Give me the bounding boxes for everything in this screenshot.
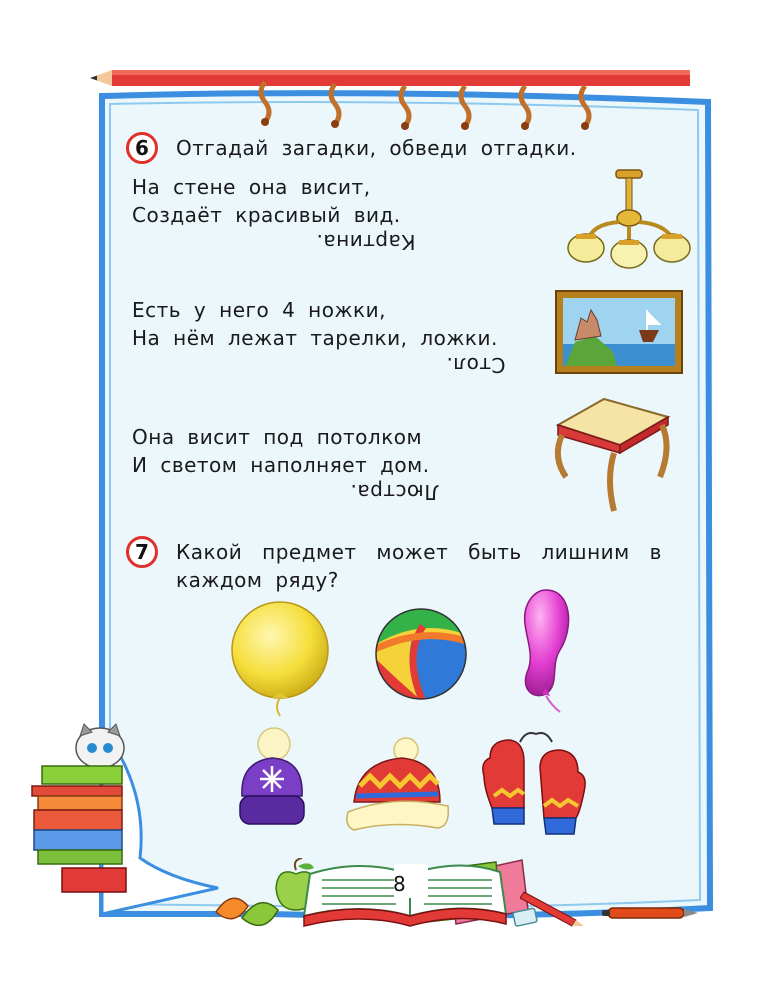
task-6-title: Отгадай загадки, обведи отгадки. <box>176 136 577 160</box>
task-7-title-line-2: каждом ряду? <box>176 568 339 592</box>
pink-balloon-icon[interactable] <box>512 588 578 716</box>
table-icon[interactable] <box>548 395 674 515</box>
riddle-2-line-1: Есть у него 4 ножки, <box>132 298 386 322</box>
riddle-2-line-2: На нём лежат тарелки, ложки. <box>132 326 498 350</box>
painting-icon[interactable] <box>555 290 683 374</box>
riddle-1-line-2: Создаёт красивый вид. <box>132 203 401 227</box>
task-7-title-line-1: Какой предмет может быть лишним в <box>176 540 662 564</box>
red-pencil-icon <box>520 888 586 928</box>
striped-ball-icon[interactable] <box>373 606 469 702</box>
riddle-1-line-1: На стене она висит, <box>132 175 371 199</box>
leaves-icon <box>212 888 282 936</box>
books-stack-icon <box>28 722 138 896</box>
riddle-3-answer: Люстра. <box>350 480 440 504</box>
task-6-number: 6 <box>126 132 158 164</box>
page-number: 8 <box>393 872 406 896</box>
riddle-3-line-2: И светом наполняет дом. <box>132 453 430 477</box>
spiral-rings <box>235 72 615 132</box>
chandelier-icon[interactable] <box>564 166 704 272</box>
open-book-icon <box>300 854 530 930</box>
task-7-number: 7 <box>126 536 158 568</box>
purple-hat-icon[interactable] <box>236 726 308 832</box>
striped-hat-icon[interactable] <box>344 736 452 834</box>
pen-icon <box>600 902 700 924</box>
mittens-icon[interactable] <box>480 728 592 836</box>
yellow-balloon-icon[interactable] <box>228 600 336 718</box>
riddle-2-answer: Стол. <box>446 353 506 377</box>
riddle-3-line-1: Она висит под потолком <box>132 425 423 449</box>
riddle-1-answer: Картина. <box>316 230 416 254</box>
